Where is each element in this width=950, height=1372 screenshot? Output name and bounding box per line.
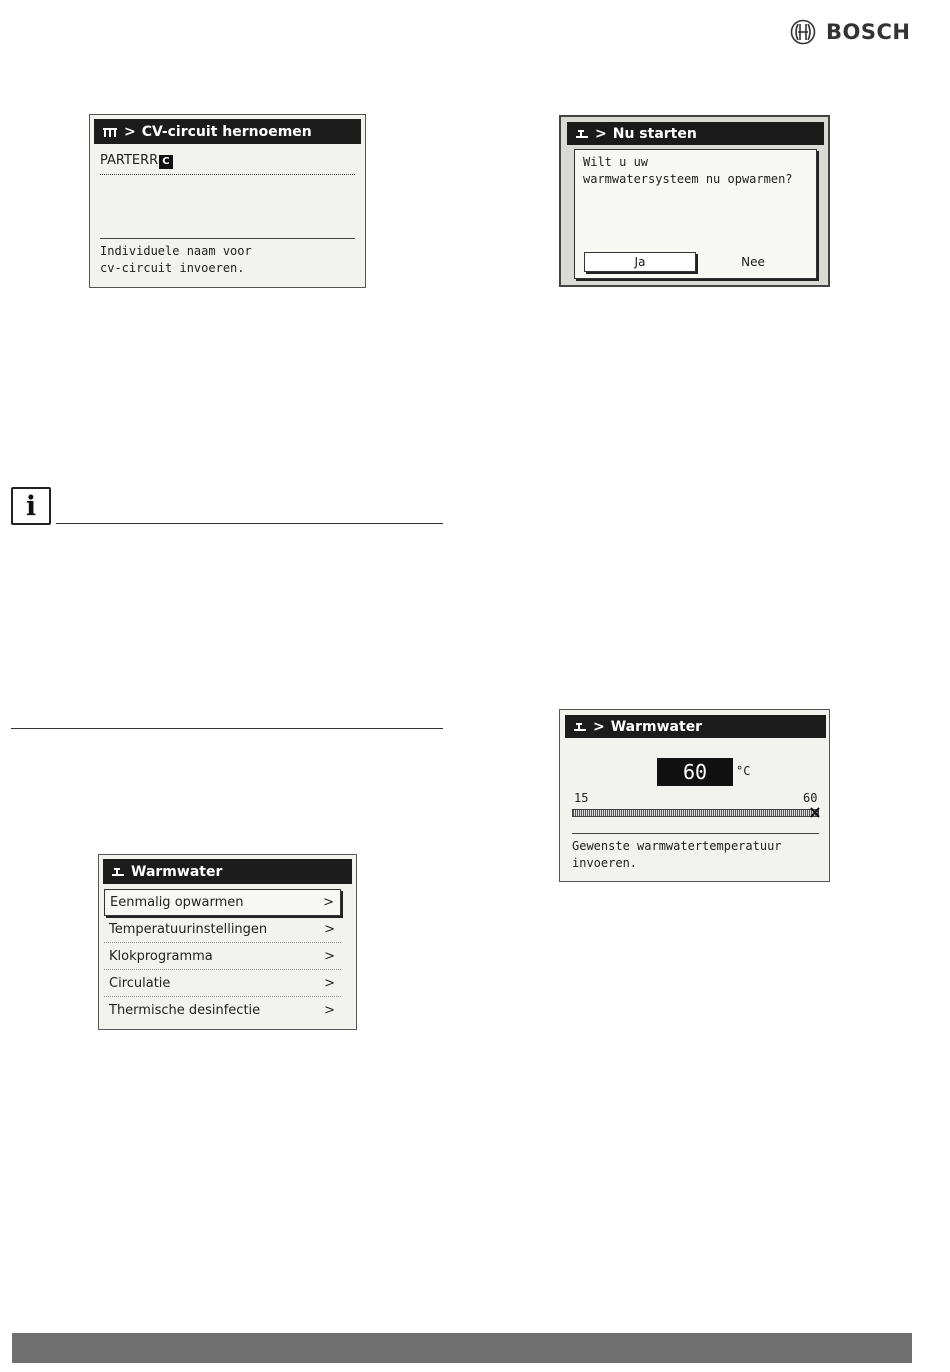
confirm-dialog [574,149,817,279]
tap-icon [575,128,589,140]
menu-item-klokprogramma[interactable] [104,943,341,970]
menu-item-label: Thermische desinfectie [109,1003,261,1018]
dialog-question-line-2: warmwatersysteem nu opwarmen? [583,172,793,186]
breadcrumb-separator: > [124,123,136,140]
help-text-line-1: Individuele naam voor [100,244,252,258]
info-top-rule [56,523,443,524]
help-divider [572,833,819,834]
screen-title-bar [94,119,361,144]
screen-title-bar [567,122,824,145]
slider-handle-icon[interactable] [810,807,820,818]
text-cursor [159,155,172,169]
name-input-field[interactable] [100,152,173,169]
breadcrumb-separator: > [595,125,607,142]
slider-min-label: 15 [574,791,589,805]
menu-item-label: Klokprogramma [109,948,213,964]
info-bottom-rule [11,728,443,729]
info-glyph: i [25,491,37,522]
no-button[interactable]: Nee [741,255,765,269]
menu-item-temperatuurinstellingen[interactable] [104,916,341,943]
chevron-right-icon: > [323,895,334,910]
temperature-unit: °C [736,764,751,778]
hot-water-menu-screen [98,854,357,1030]
hot-water-temperature-screen [559,709,830,882]
screen-title-bar [103,859,352,884]
help-text-line-1: Gewenste warmwatertemperatuur [572,839,782,853]
rename-circuit-screen [89,114,366,288]
menu-item-thermische-desinfectie[interactable] [104,997,341,1024]
yes-button[interactable]: Ja [584,252,696,272]
screen-title: Warmwater [610,718,703,735]
screen-title: Warmwater [131,863,223,880]
cursor-glyph: C [162,156,170,167]
radiator-icon [102,126,118,138]
menu-item-label: Temperatuurinstellingen [109,921,268,937]
tap-icon [111,866,125,878]
slider-max-label: 60 [803,791,818,805]
input-underline [100,174,355,175]
start-now-screen [559,115,830,287]
brand-name: BOSCH [826,20,911,44]
screen-title-bar [565,715,826,738]
name-input-value: PARTERR [100,153,159,168]
temperature-slider[interactable] [572,809,819,817]
footer-bar [12,1333,912,1363]
bosch-armature-icon [790,19,816,45]
menu-item-label: Eenmalig opwarmen [110,895,244,910]
menu-item-circulatie[interactable] [104,970,341,997]
screen-title: CV-circuit hernoemen [141,123,312,140]
help-divider [100,238,355,239]
chevron-right-icon: > [324,1003,335,1018]
chevron-right-icon: > [324,948,335,964]
menu-item-eenmalig-opwarmen[interactable] [104,889,341,916]
menu-item-label: Circulatie [109,975,171,991]
bosch-logo [790,16,915,48]
temperature-value[interactable]: 60 [657,758,733,786]
chevron-right-icon: > [324,975,335,991]
help-text-line-2: cv-circuit invoeren. [100,261,245,275]
dialog-question-line-1: Wilt u uw [583,155,649,169]
screen-title: Nu starten [612,125,697,142]
info-icon [11,487,51,525]
chevron-right-icon: > [324,921,335,937]
tap-icon [573,721,587,733]
help-text-line-2: invoeren. [572,856,638,870]
breadcrumb-separator: > [593,718,605,735]
